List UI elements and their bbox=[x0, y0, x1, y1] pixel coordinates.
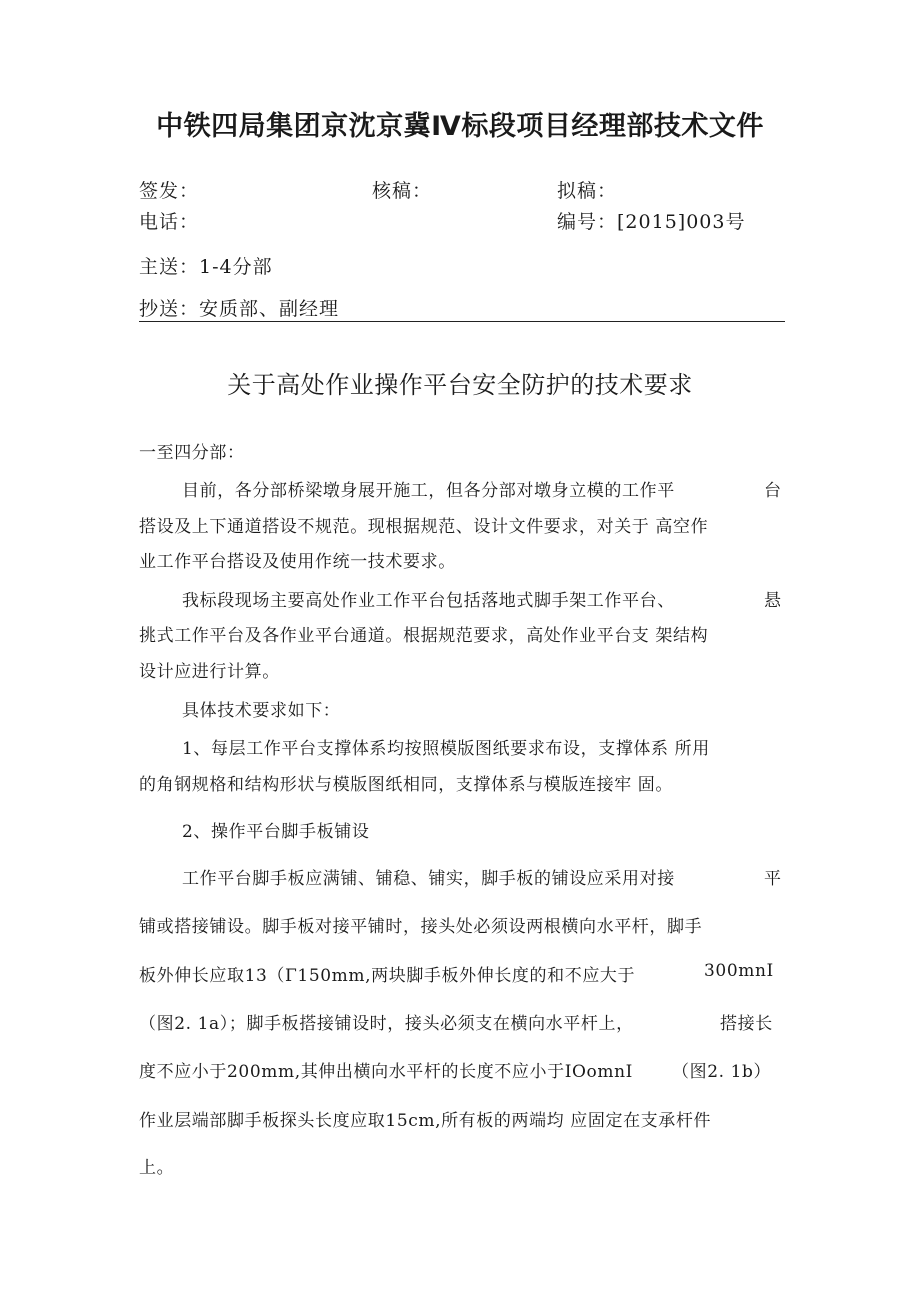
document-header-title: 中铁四局集团京沈京冀Ⅳ标段项目经理部技术文件 bbox=[156, 111, 764, 142]
body-line: 目前，各分部桥梁墩身展开施工，但各分部对墩身立模的工作平 bbox=[182, 481, 675, 501]
body-line: 具体技术要求如下： bbox=[182, 701, 341, 721]
body-line: （图2. 1a）；脚手板搭接铺设时，接头必须支在横向水平杆上， bbox=[139, 1014, 634, 1034]
body-line: 平 bbox=[764, 869, 782, 889]
phone-label: 电话： bbox=[139, 211, 200, 233]
body-line: 台 bbox=[764, 481, 782, 501]
document-number-value: [2015]003号 bbox=[617, 211, 746, 233]
body-line: 挑式工作平台及各作业平台通道。根据规范要求，高处作业平台支 架结构 bbox=[139, 626, 709, 646]
main-recipients: 主送：1-4分部 bbox=[139, 256, 273, 278]
checker-label: 核稿： bbox=[372, 180, 433, 202]
body-line: 铺或搭接铺设。脚手板对接平铺时，接头处必须设两根横向水平杆，脚手 bbox=[139, 917, 703, 937]
body-line: 的角钢规格和结构形状与模版图纸相同，支撑体系与模版连接牢 固。 bbox=[139, 775, 674, 795]
body-line: 悬 bbox=[764, 591, 782, 611]
body-line: 搭接长 bbox=[720, 1014, 773, 1034]
body-line: 1、每层工作平台支撑体系均按照模版图纸要求布设，支撑体系 所用 bbox=[182, 739, 710, 759]
document-subject: 关于高处作业操作平台安全防护的技术要求 bbox=[227, 371, 693, 399]
body-line: 设计应进行计算。 bbox=[139, 662, 280, 682]
body-line: 板外伸长应取13（Γ150mm,两块脚手板外伸长度的和不应大于 bbox=[139, 966, 636, 986]
issuer-label: 签发： bbox=[139, 180, 200, 202]
drafter-label: 拟稿： bbox=[557, 180, 618, 202]
body-line: 作业层端部脚手板探头长度应取15cm,所有板的两端均 应固定在支承杆件 bbox=[139, 1111, 712, 1131]
body-line: 300mnI bbox=[704, 961, 774, 981]
document-number bbox=[557, 207, 745, 234]
salutation: 一至四分部： bbox=[139, 443, 245, 463]
body-line: （图2. 1b） bbox=[672, 1062, 772, 1082]
copy-recipients: 抄送：安质部、副经理 bbox=[139, 298, 340, 320]
body-line: 搭设及上下通道搭设不规范。现根据规范、设计文件要求，对关于 高空作 bbox=[139, 517, 709, 537]
section-heading: 2、操作平台脚手板铺设 bbox=[182, 822, 370, 842]
body-line: 业工作平台搭设及使用作统一技术要求。 bbox=[139, 552, 456, 572]
body-line: 我标段现场主要高处作业工作平台包括落地式脚手架工作平台、 bbox=[182, 591, 675, 611]
body-line: 上。 bbox=[139, 1158, 175, 1178]
body-line: 度不应小于200mm,其伸出横向水平杆的长度不应小于IOomnI bbox=[139, 1062, 633, 1082]
header-divider bbox=[139, 321, 785, 322]
body-line: 工作平台脚手板应满铺、铺稳、铺实，脚手板的铺设应采用对接 bbox=[182, 869, 675, 889]
document-number-label: 编号： bbox=[557, 211, 618, 233]
